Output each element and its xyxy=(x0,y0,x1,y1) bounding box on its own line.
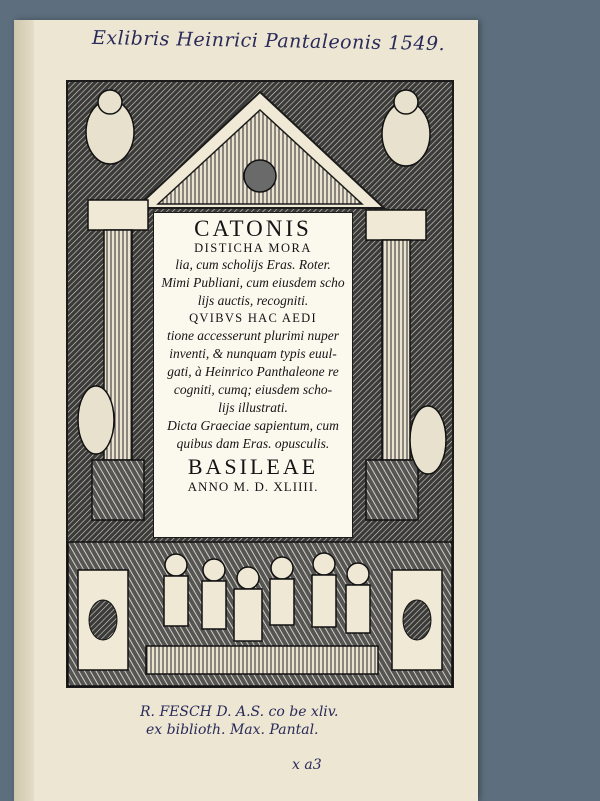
title-disticha: DISTICHA MORA xyxy=(194,241,312,255)
page-gutter xyxy=(14,20,34,801)
title-line-3: lia, cum scholijs Eras. Roter. xyxy=(175,257,331,272)
title-line-6: QVIBVS HAC AEDI xyxy=(189,311,317,325)
cherub-left xyxy=(78,386,114,454)
title-line-4: Mimi Publiani, cum eiusdem scho xyxy=(161,275,345,290)
imprint-place: BASILEAE xyxy=(187,454,319,479)
cherub-right xyxy=(410,406,446,474)
title-line-13: quibus dam Eras. opusculis. xyxy=(176,436,330,451)
title-line-10: cogniti, cumq; eiusdem scho- xyxy=(173,382,333,397)
title-catonis: CATONIS xyxy=(194,216,312,241)
title-line-8: inventi, & nunquam typis euul- xyxy=(169,346,337,361)
title-line-5: lijs auctis, recogniti. xyxy=(197,293,309,308)
title-line-11: lijs illustrati. xyxy=(218,400,288,415)
shelfmark-note: x a3 xyxy=(292,757,322,773)
title-line-7: tione accesserunt plurimi nuper xyxy=(166,328,340,343)
title-line-9: gati, à Heinrico Panthaleone re xyxy=(167,364,339,379)
ex-libris-inscription: Exlibris Heinrici Pantaleonis 1549. xyxy=(91,26,446,56)
imprint-year: ANNO M. D. XLIIII. xyxy=(187,479,319,494)
title-line-12: Dicta Graeciae sapientum, cum xyxy=(167,418,339,433)
provenance-note-line2: ex biblioth. Max. Pantal. xyxy=(146,722,319,738)
provenance-note-line1: R. FESCH D. A.S. co be xliv. xyxy=(140,704,339,720)
title-block xyxy=(153,212,353,538)
